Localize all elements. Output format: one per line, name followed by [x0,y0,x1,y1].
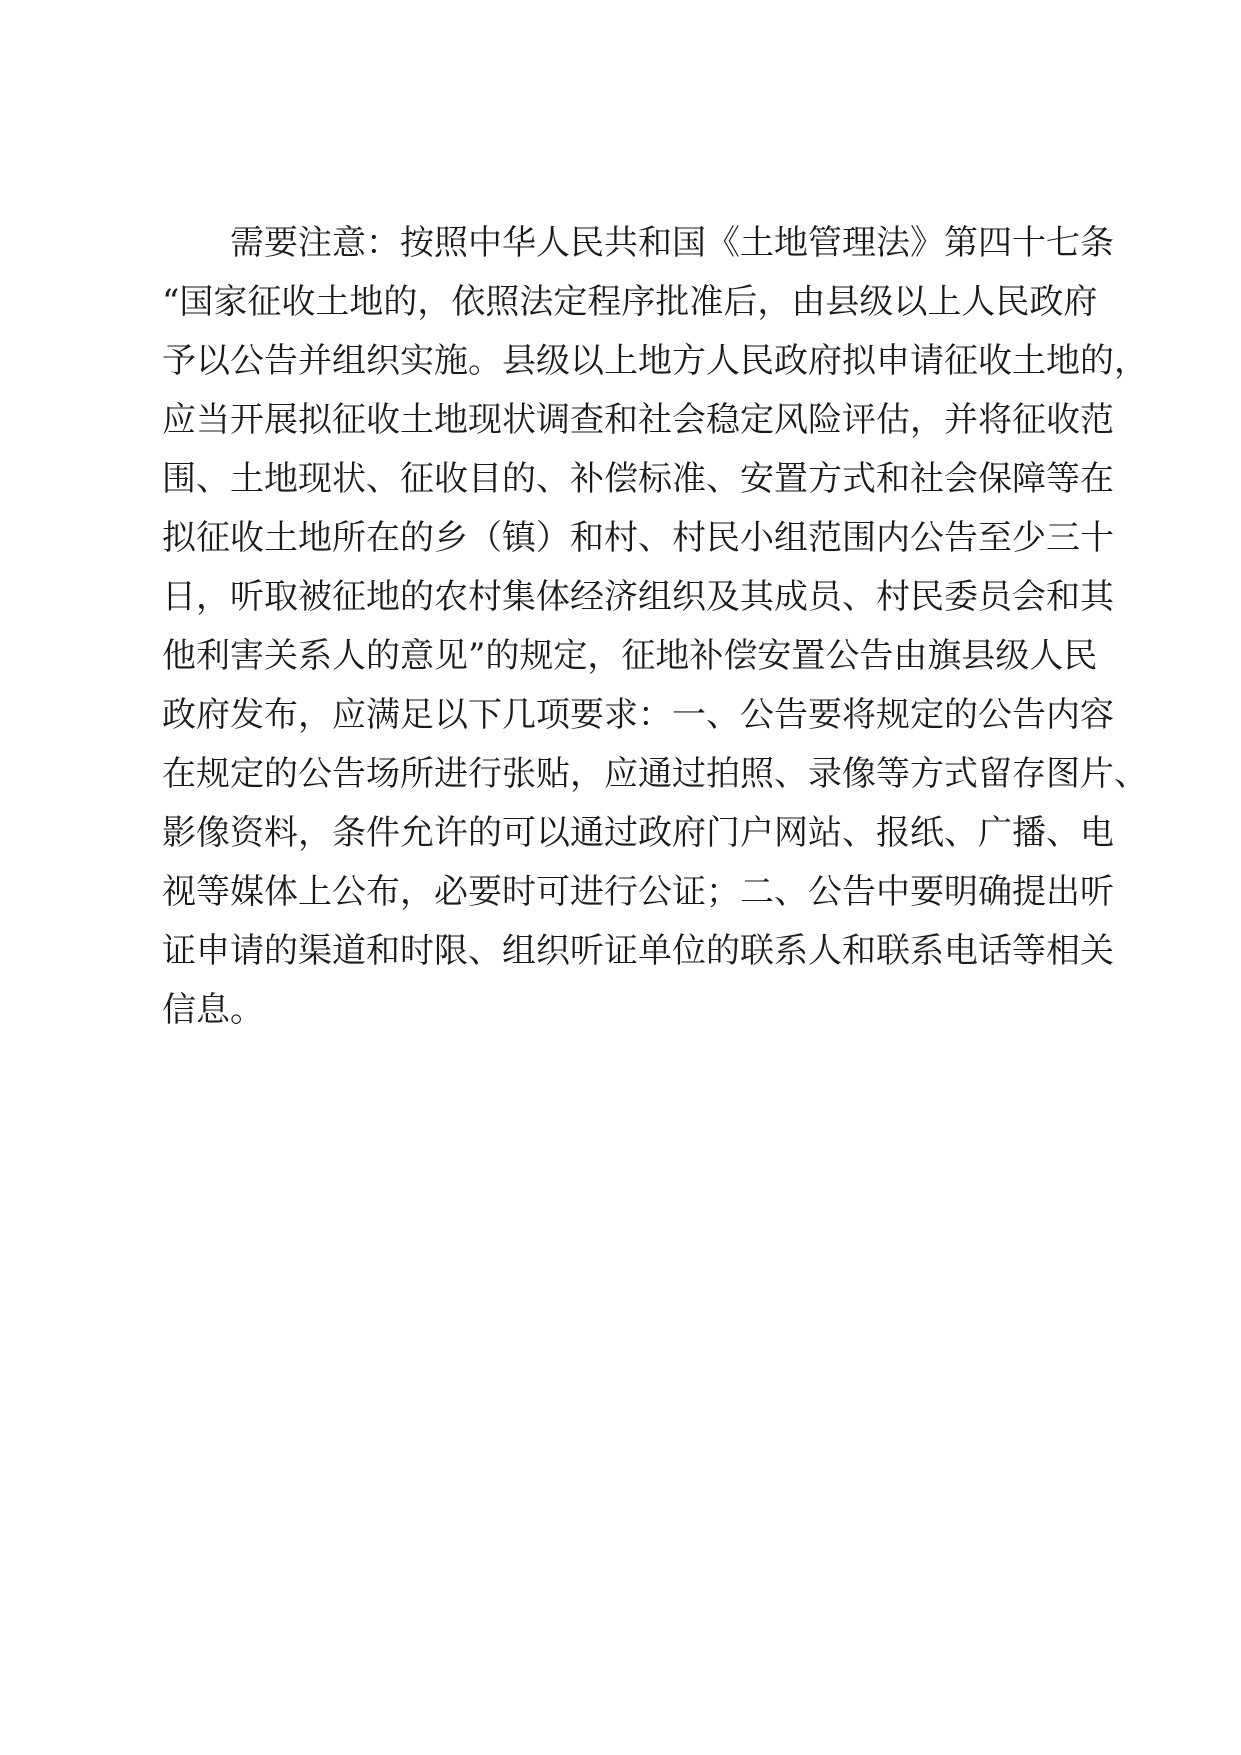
paragraph-line: 影像资料，条件允许的可以通过政府门户网站、报纸、广播、电 [162,813,1114,853]
body-paragraph [162,214,1148,1040]
paragraph-line: “国家征收土地的，依照法定程序批准后，由县级以上人民政府 [162,282,1098,322]
paragraph-line: 日，听取被征地的农村集体经济组织及其成员、村民委员会和其 [162,577,1114,617]
paragraph-line: 信息。 [162,990,264,1030]
paragraph-line: 他利害关系人的意见”的规定，征地补偿安置公告由旗县级人民 [162,636,1098,676]
paragraph-line: 需要注意：按照中华人民共和国《土地管理法》第四十七条 [230,223,1114,263]
paragraph-line: 证申请的渠道和时限、组织听证单位的联系人和联系电话等相关 [162,931,1114,971]
paragraph-line: 围、土地现状、征收目的、补偿标准、安置方式和社会保障等在 [162,459,1114,499]
paragraph-line: 应当开展拟征收土地现状调查和社会稳定风险评估，并将征收范 [162,400,1114,440]
paragraph-line: 予以公告并组织实施。县级以上地方人民政府拟申请征收土地的， [162,341,1148,381]
paragraph-line: 视等媒体上公布，必要时可进行公证；二、公告中要明确提出听 [162,872,1114,912]
paragraph-line: 拟征收土地所在的乡（镇）和村、村民小组范围内公告至少三十 [162,518,1114,558]
paragraph-line: 在规定的公告场所进行张贴，应通过拍照、录像等方式留存图片、 [162,754,1148,794]
paragraph-line: 政府发布，应满足以下几项要求：一、公告要将规定的公告内容 [162,695,1114,735]
